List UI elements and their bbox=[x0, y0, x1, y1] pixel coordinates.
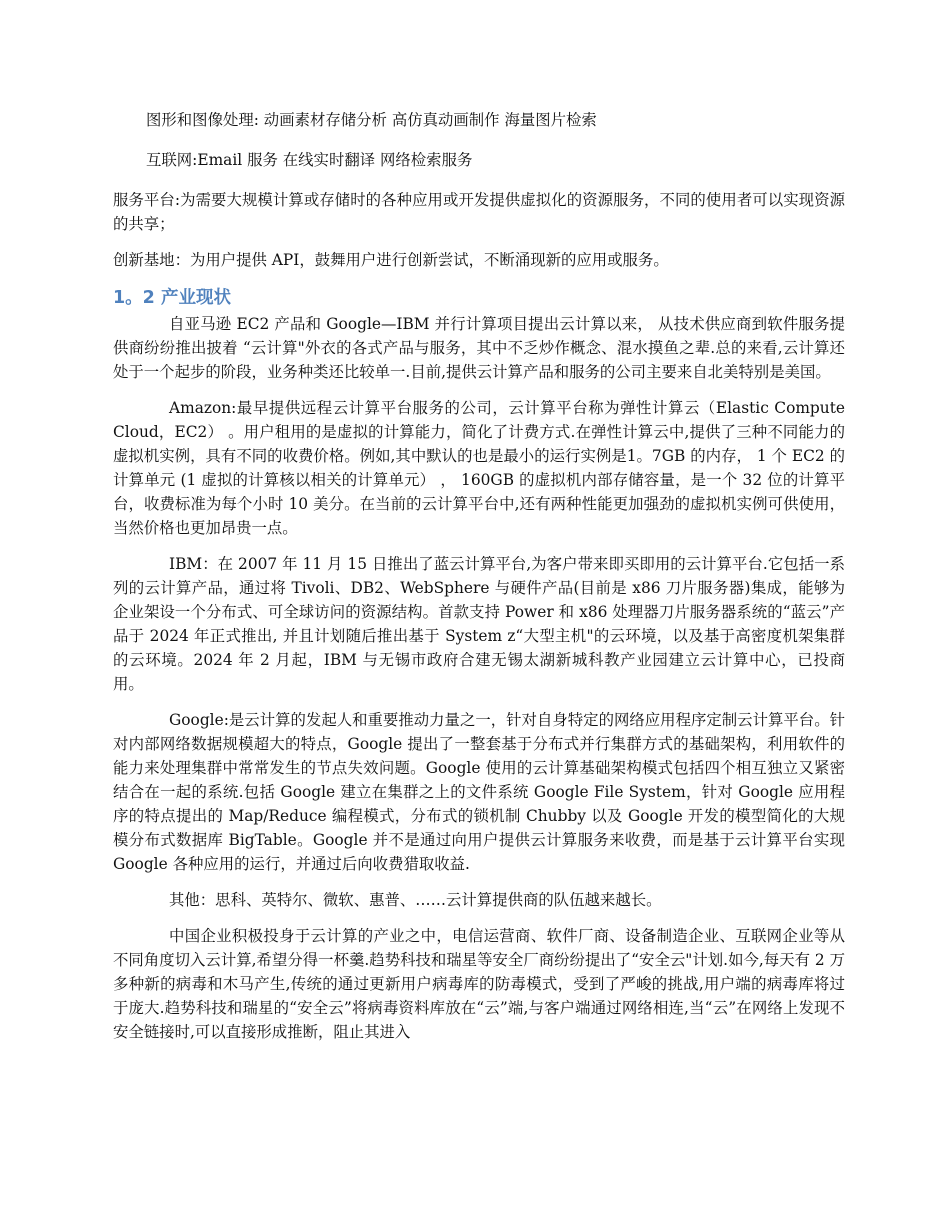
ibm-paragraph: IBM：在 2007 年 11 月 15 日推出了蓝云计算平台,为客户带来即买即用的云计算平台.它包括一系列的云计算产品，通过将 Tivoli、DB2、WebSphere 与硬件产品(目前是 x86 刀片服务器)集成，能够为企业架设一个分布式、可全球访问的资源结构。首款支持 Power 和 x86 处理器刀片服务器系统的“蓝云”产品于 2024 年正式推出, 并且计划随后推出基于 System z“大型主机"的云环境，以及基于高密度机架集群的云环境。2024 年 2 月起，IBM 与无锡市政府合建无锡太湖新城科教产业园建立云计算中心，已投商用。 bbox=[113, 555, 845, 693]
china-paragraph: 中国企业积极投身于云计算的产业之中，电信运营商、软件厂商、设备制造企业、互联网企业等从不同角度切入云计算,希望分得一杯羹.趋势科技和瑞星等安全厂商纷纷提出了“安全云"计划.如今,每天有 2 万多种新的病毒和木马产生,传统的通过更新用户病毒库的防毒模式，受到了严峻的挑战,用户端的病毒库将过于庞大.趋势科技和瑞星的“安全云”将病毒资料库放在“云”端,与客户端通过网络相连,当“云”在网络上发现不安全链接时,可以直接形成推断，阻止其进入 bbox=[113, 927, 845, 1041]
others-paragraph: 其他：思科、英特尔、微软、惠普、……云计算提供商的队伍越来越长。 bbox=[169, 891, 662, 909]
section-heading: 1。2 产业现状 bbox=[113, 288, 231, 308]
document-page bbox=[113, 108, 845, 1056]
graphics-line: 图形和图像处理: 动画素材存储分析 高仿真动画制作 海量图片检索 bbox=[146, 111, 597, 129]
google-paragraph: Google:是云计算的发起人和重要推动力量之一，针对自身特定的网络应用程序定制云计算平台。针对内部网络数据规模超大的特点，Google 提出了一整套基于分布式并行集群方式的基础架构，利用软件的能力来处理集群中常常发生的节点失效问题。Google 使用的云计算基础架构模式包括四个相互独立又紧密结合在一起的系统.包括 Google 建立在集群之上的文件系统 Google File System，针对 Google 应用程序的特点提出的 Map/Reduce 编程模式，分布式的锁机制 Chubby 以及 Google 开发的模型简化的大规模分布式数据库 BigTable。Google 并不是通过向用户提供云计算服务来收费，而是基于云计算平台实现 Google 各种应用的运行，并通过后向收费猎取收益. bbox=[113, 711, 845, 873]
service-platform-paragraph: 服务平台:为需要大规模计算或存储时的各种应用或开发提供虚拟化的资源服务，不同的使用者可以实现资源的共享； bbox=[113, 191, 845, 233]
intro-paragraph: 自亚马逊 EC2 产品和 Google—IBM 并行计算项目提出云计算以来， 从技术供应商到软件服务提供商纷纷推出披着 “云计算"外衣的各式产品与服务，其中不乏炒作概念、混水摸鱼之辈.总的来看,云计算还处于一个起步的阶段，业务种类还比较单一.目前,提供云计算产品和服务的公司主要来自北美特别是美国。 bbox=[113, 315, 845, 381]
amazon-paragraph: Amazon:最早提供远程云计算平台服务的公司，云计算平台称为弹性计算云（Elastic Compute Cloud，EC2） 。用户租用的是虚拟的计算能力，简化了计费方式.在弹性计算云中,提供了三种不同能力的虚拟机实例，具有不同的收费价格。例如,其中默认的也是最小的运行实例是1。7GB 的内存， 1 个 EC2 的计算单元 (1 虚拟的计算核以相关的计算单元） ， 160GB 的虚拟机内部存储容量，是一个 32 位的计算平台，收费标准为每个小时 10 美分。在当前的云计算平台中,还有两种性能更加强劲的虚拟机实例可供使用，当然价格也更加昂贵一点。 bbox=[113, 399, 845, 537]
internet-line: 互联网:Email 服务 在线实时翻译 网络检索服务 bbox=[146, 151, 473, 169]
innovation-paragraph: 创新基地：为用户提供 API，鼓舞用户进行创新尝试，不断涌现新的应用或服务。 bbox=[113, 251, 669, 269]
